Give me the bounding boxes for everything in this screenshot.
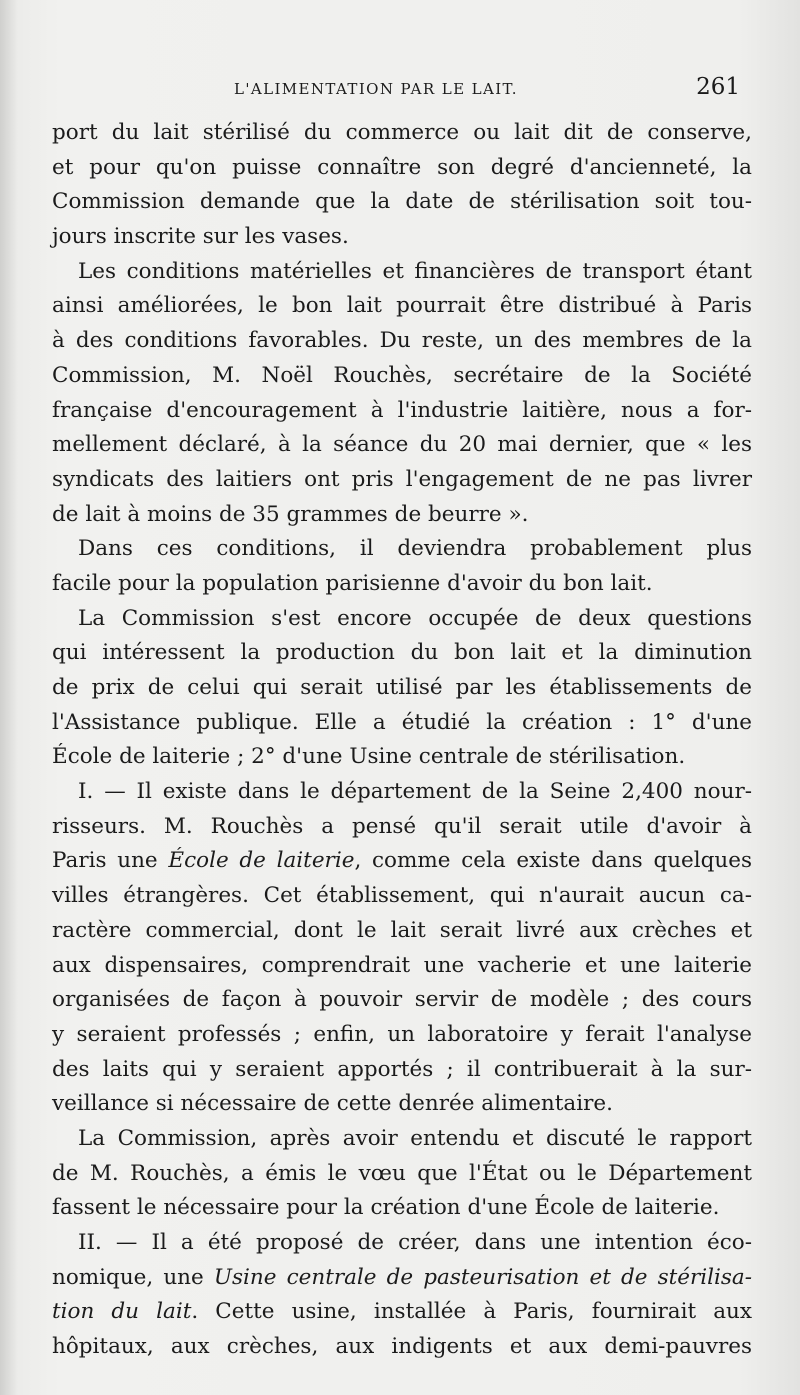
text-line: Dans ces conditions, il deviendra probablement plus: [78, 536, 752, 562]
page-header: [52, 76, 752, 108]
text-line: Commission demande que la date de stérilisation soit tou-: [52, 189, 752, 215]
text-line: à des conditions favorables. Du reste, un des membres de la: [52, 328, 752, 354]
text-line: [52, 1261, 752, 1296]
line-segment: , comme cela existe dans quelques: [354, 848, 753, 874]
text-line: de lait à moins de 35 grammes de beurre ».: [52, 501, 529, 527]
line-segment: . Cette usine, installée à Paris, fournirait aux: [191, 1299, 752, 1325]
text-line: organisées de façon à pouvoir servir de modèle ; des cours: [52, 987, 752, 1013]
italic-term: Usine centrale de pasteurisation et de stérilisa-: [213, 1264, 752, 1290]
text-line: ainsi améliorées, le bon lait pourrait être distribué à Paris: [52, 293, 752, 319]
body-text: [52, 116, 752, 1365]
page-number: 261: [696, 74, 740, 100]
text-line: I. — Il existe dans le département de la Seine 2,400 nour-: [78, 779, 752, 805]
text-line: La Commission, après avoir entendu et discuté le rapport: [78, 1125, 752, 1151]
running-head: L'ALIMENTATION PAR LE LAIT.: [234, 80, 518, 98]
text-line: hôpitaux, aux crèches, aux indigents et aux demi-pauvres: [52, 1334, 752, 1360]
text-line: II. — Il a été proposé de créer, dans une intention éco-: [78, 1230, 752, 1255]
text-line: La Commission s'est encore occupée de deux questions: [78, 605, 752, 631]
text-line: de prix de celui qui serait utilisé par les établissements de: [52, 675, 752, 700]
text-line: villes étrangères. Cet établissement, qui n'aurait aucun ca-: [52, 883, 752, 909]
text-line: fassent le nécessaire pour la création d'une École de laiterie.: [52, 1195, 720, 1221]
text-line: y seraient professés ; enfin, un laboratoire y ferait l'analyse: [52, 1021, 752, 1047]
text-line: l'Assistance publique. Elle a étudié la création : 1° d'une: [52, 709, 752, 735]
text-line: risseurs. M. Rouchès a pensé qu'il serait utile d'avoir à: [52, 813, 752, 839]
italic-term: École de laiterie: [168, 848, 355, 874]
text-line: École de laiterie ; 2° d'une Usine centrale de stérilisation.: [52, 744, 686, 770]
text-line: port du lait stérilisé du commerce ou lait dit de conserve,: [52, 120, 752, 145]
text-line: française d'encouragement à l'industrie laitière, nous a for-: [52, 397, 752, 423]
text-line: ractère commercial, dont le lait serait livré aux crèches et: [52, 917, 752, 943]
line-segment: Paris une: [52, 848, 169, 874]
text-line: aux dispensaires, comprendrait une vacherie et une laiterie: [52, 952, 752, 978]
text-line: de M. Rouchès, a émis le vœu que l'État ou le Département: [52, 1160, 752, 1186]
text-line: veillance si nécessaire de cette denrée alimentaire.: [52, 1091, 613, 1117]
text-line: syndicats des laitiers ont pris l'engagement de ne pas livrer: [52, 466, 752, 492]
text-line: [52, 1295, 752, 1330]
text-line: facile pour la population parisienne d'avoir du bon lait.: [52, 570, 653, 596]
text-line: mellement déclaré, à la séance du 20 mai dernier, que « les: [52, 432, 752, 458]
text-line: Commission, M. Noël Rouchès, secrétaire de la Société: [52, 362, 752, 388]
line-segment: nomique, une: [52, 1264, 214, 1290]
text-line: [52, 844, 752, 879]
text-line: des laits qui y seraient apportés ; il contribuerait à la sur-: [52, 1056, 752, 1082]
text-line: qui intéressent la production du bon lait et la diminution: [52, 640, 752, 666]
text-line: et pour qu'on puisse connaître son degré d'ancienneté, la: [52, 154, 752, 180]
text-line: Les conditions matérielles et financières de transport étant: [78, 258, 752, 284]
text-line: jours inscrite sur les vases.: [52, 224, 349, 250]
italic-term: tion du lait: [52, 1299, 192, 1325]
